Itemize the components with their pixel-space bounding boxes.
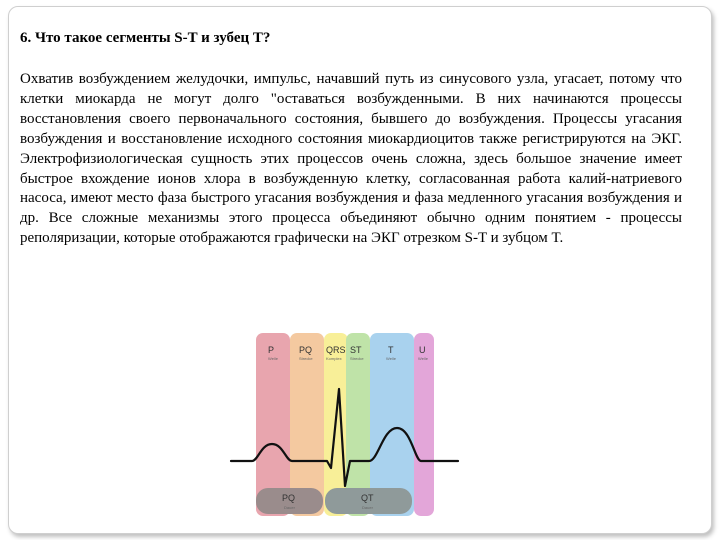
slide-paragraph: Охватив возбуждением желудочки, импульс, начавший путь из синусового узла, угасает, потому что клетки миокарда не могут долго "оставаться возбужденными. В них начинаются процессы восстановления своего первоначального состояния, бывшего до возбуждения. Процессы угасания возбуждения и восстановление исходного состояния миокардиоцитов также регистрируются на ЭКГ. Электрофизиологическая сущность этих процессов очень сложна, здесь большое значение имеет быстрое вхождение ионов хлора в возбужденную клетку, согласованная работа калий-натриевого насоса, имеют место фаза быстрого угасания возбуждения и фаза медленного угасания возбуждения и др. Все сложные механизмы этого процесса объединяют обычно одним понятием - процессы реполяризации, которые отображаются графически на ЭКГ отрезком S-T и зубцом T. bbox=[20, 71, 682, 247]
segment-sub-u: Welle bbox=[418, 356, 428, 361]
segment-sub-qrs: Komplex bbox=[326, 356, 342, 361]
segment-label-t: T bbox=[388, 345, 394, 355]
segment-label-st: ST bbox=[350, 345, 362, 355]
interval-label-qt: QT bbox=[361, 493, 374, 503]
interval-sub-qt: Dauer bbox=[362, 505, 373, 510]
segment-label-u: U bbox=[419, 345, 426, 355]
segment-sub-p: Welle bbox=[268, 356, 278, 361]
segment-sub-pq: Strecke bbox=[299, 356, 313, 361]
interval-sub-pq: Dauer bbox=[284, 505, 295, 510]
interval-label-pq: PQ bbox=[282, 493, 296, 503]
segment-label-qrs: QRS bbox=[326, 345, 346, 355]
segment-sub-st: Strecke bbox=[350, 356, 364, 361]
segment-label-p: P bbox=[268, 345, 275, 355]
segment-label-pq: PQ bbox=[299, 345, 313, 355]
slide-title: 6. Что такое сегменты S-T и зубец T? bbox=[20, 30, 271, 46]
segment-sub-t: Welle bbox=[386, 356, 396, 361]
